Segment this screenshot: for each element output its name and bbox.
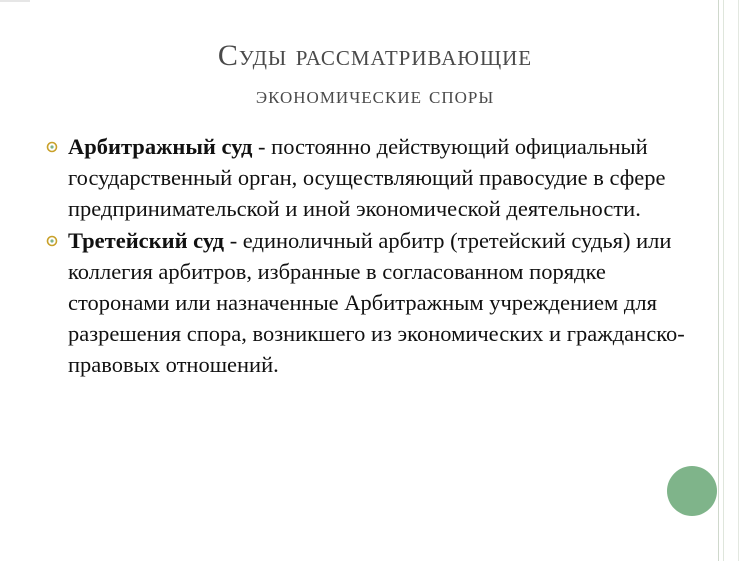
bullet-list [46, 132, 686, 382]
green-circle-decoration [667, 466, 717, 516]
swirl-bullet-icon [46, 141, 58, 153]
bullet-term: Арбитражный суд [68, 134, 253, 159]
swirl-bullet-icon [46, 235, 58, 247]
bullet-term: Третейский суд [68, 228, 225, 254]
top-left-border [0, 0, 30, 2]
list-item [46, 132, 686, 224]
bullet-text: - единоличный арбитр (третейский судья) или коллегия арбитров, избранные в согласованном порядке сторонами или назначенные Арбитражным учреждением для разрешения спора, возникшего из экономических и гражданско-правовых отношений. [68, 228, 685, 377]
bullet-text: - постоянно действующий официальный государственный орган, осуществляющий правосудие в сфере предпринимательской и иной экономической деятельности. [68, 134, 666, 221]
frame-line [738, 0, 739, 561]
frame-line [723, 0, 724, 561]
list-item [46, 226, 686, 380]
title-line-2: экономические споры [255, 83, 495, 109]
title-line-1: Суды рассматривающие [217, 39, 533, 72]
slide-title [30, 36, 720, 114]
